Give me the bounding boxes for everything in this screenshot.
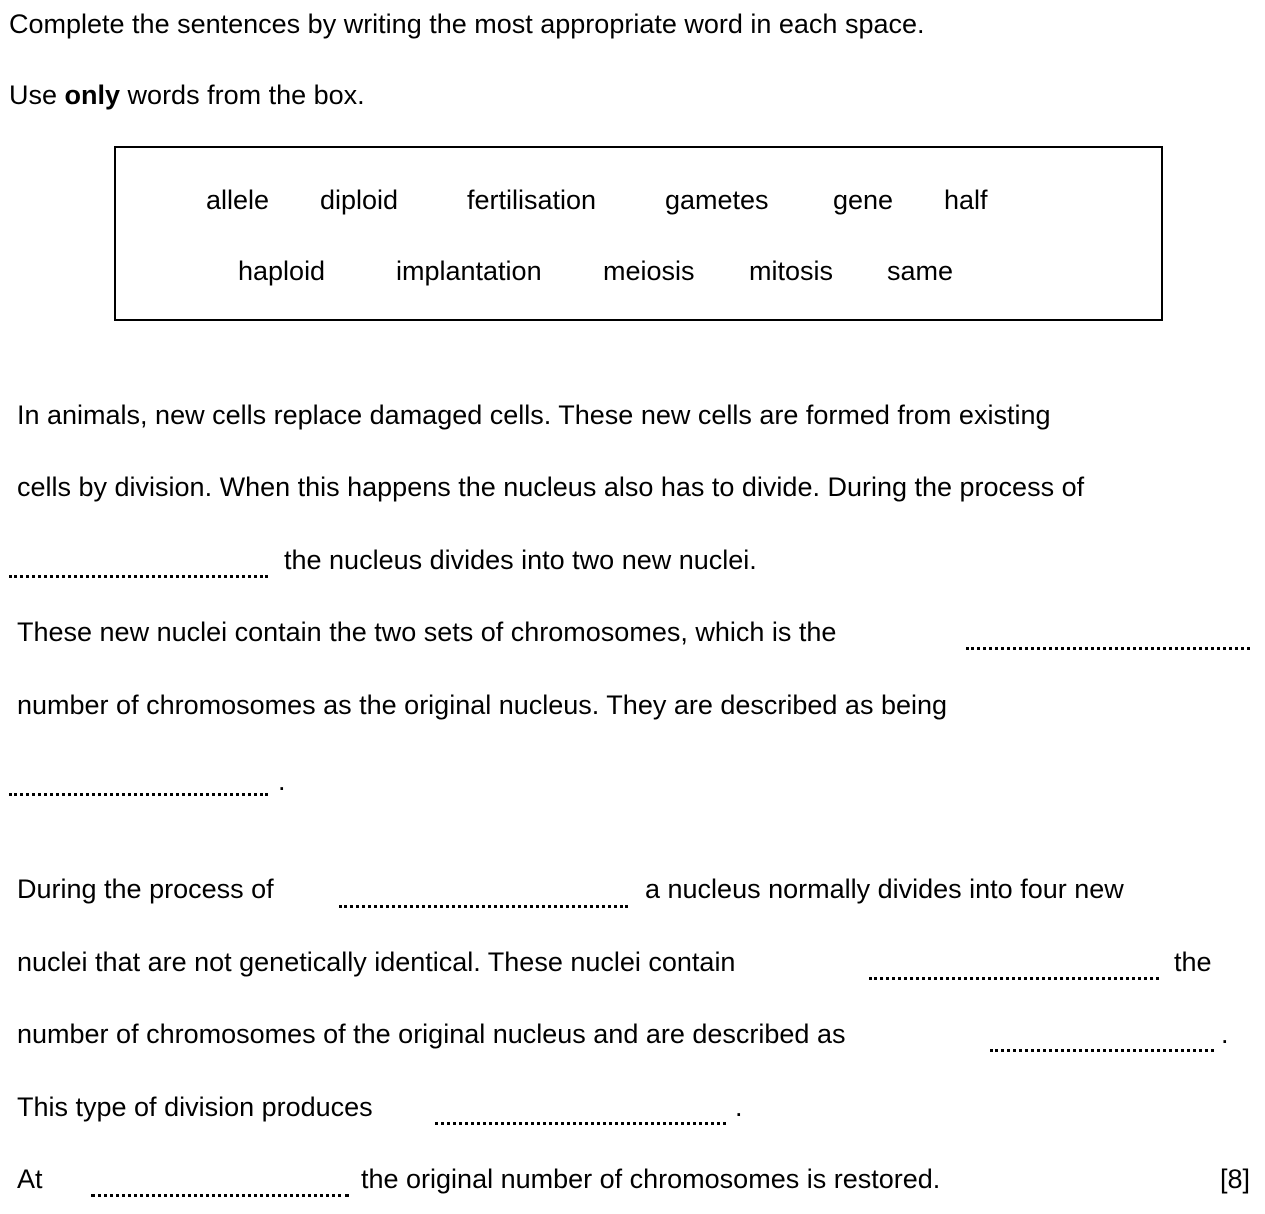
paragraph1-line3: the nucleus divides into two new nuclei. xyxy=(284,545,757,575)
answer-blank-1[interactable] xyxy=(9,575,268,578)
instruction-use-pre: Use xyxy=(9,80,65,110)
paragraph1-line4: These new nuclei contain the two sets of chromosomes, which is the xyxy=(17,617,837,647)
box-word-same: same xyxy=(887,256,954,286)
paragraph2-line3-period: . xyxy=(1221,1019,1229,1049)
paragraph1-line2: cells by division. When this happens the nucleus also has to divide. During the process of xyxy=(17,472,1085,502)
box-word-implantation: implantation xyxy=(396,256,542,286)
box-word-gene: gene xyxy=(833,185,894,215)
paragraph2-line1-pre: During the process of xyxy=(17,874,274,904)
box-word-haploid: haploid xyxy=(238,256,326,286)
answer-blank-8[interactable] xyxy=(91,1194,349,1197)
instruction-use-post: words from the box. xyxy=(120,80,365,110)
answer-blank-5[interactable] xyxy=(869,977,1159,980)
paragraph2-line4-pre: This type of division produces xyxy=(17,1092,373,1122)
paragraph2-line2-post: the xyxy=(1174,947,1212,977)
answer-blank-4[interactable] xyxy=(339,905,628,908)
paragraph2-line2-pre: nuclei that are not genetically identical. These nuclei contain xyxy=(17,947,736,977)
box-word-mitosis: mitosis xyxy=(749,256,834,286)
answer-blank-7[interactable] xyxy=(435,1122,726,1125)
box-word-fertilisation: fertilisation xyxy=(467,185,597,215)
paragraph2-line4-period: . xyxy=(735,1092,743,1122)
word-box xyxy=(114,146,1163,321)
answer-blank-6[interactable] xyxy=(990,1049,1214,1052)
box-word-diploid: diploid xyxy=(320,185,399,215)
marks-indicator: [8] xyxy=(1220,1164,1251,1194)
box-word-meiosis: meiosis xyxy=(603,256,695,286)
instruction-complete-sentences: Complete the sentences by writing the most appropriate word in each space. xyxy=(9,9,925,39)
box-word-allele: allele xyxy=(206,185,270,215)
paragraph1-line6-period: . xyxy=(278,766,286,796)
answer-blank-2[interactable] xyxy=(966,647,1250,650)
answer-blank-3[interactable] xyxy=(9,793,268,796)
paragraph2-line3-pre: number of chromosomes of the original nucleus and are described as xyxy=(17,1019,846,1049)
instruction-use-only xyxy=(9,82,365,109)
box-word-half: half xyxy=(944,185,988,215)
paragraph1-line1: In animals, new cells replace damaged cells. These new cells are formed from existing xyxy=(17,400,1051,430)
paragraph2-line1-post: a nucleus normally divides into four new xyxy=(645,874,1124,904)
paragraph1-line5: number of chromosomes as the original nucleus. They are described as being xyxy=(17,690,948,720)
paragraph2-line5-pre: At xyxy=(17,1164,43,1194)
paragraph2-line5-post: the original number of chromosomes is restored. xyxy=(361,1164,941,1194)
instruction-use-bold: only xyxy=(64,80,121,110)
box-word-gametes: gametes xyxy=(665,185,769,215)
